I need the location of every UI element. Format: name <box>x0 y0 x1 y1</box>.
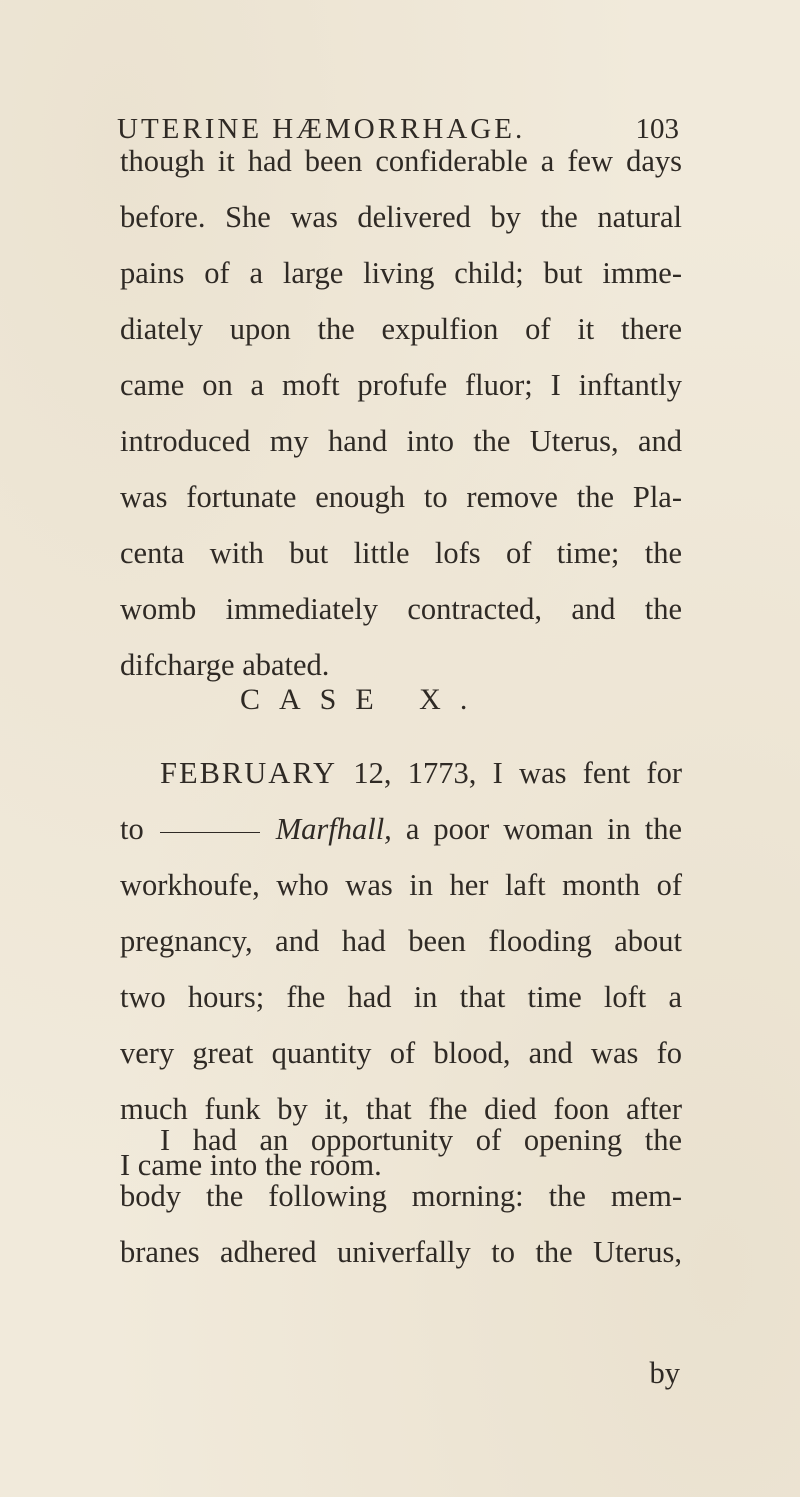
date-rest: 12, 1773, I was fent for <box>353 756 683 790</box>
text-line: pains of a large living child; but imme- <box>120 256 682 290</box>
catchword: by <box>649 1356 680 1390</box>
text-line: diately upon the expulfion of it there <box>120 312 682 346</box>
text-line: I had an opportunity of opening the <box>160 1123 682 1157</box>
text-line: pregnancy, and had been flooding about <box>120 924 682 958</box>
text-line: very great quantity of blood, and was fo <box>120 1036 682 1070</box>
text-line: much funk by it, that fhe died foon after <box>120 1092 682 1126</box>
line-rest: a poor woman in the <box>405 812 683 846</box>
text-line: body the following morning: the mem- <box>120 1179 682 1213</box>
text-line: though it had been confiderable a few days <box>120 144 682 178</box>
text-line: introduced my hand into the Uterus, and <box>120 424 682 458</box>
paragraph-1 <box>120 133 682 693</box>
text-line: difcharge abated. <box>120 648 330 682</box>
line-start: to <box>120 812 144 846</box>
text-line: workhoufe, who was in her laft month of <box>120 868 682 902</box>
text-line: centa with but little lofs of time; the <box>120 536 682 570</box>
case-heading: CASE X. <box>240 683 487 716</box>
text-line: came on a moft profufe fluor; I inftantly <box>120 368 682 402</box>
running-title: UTERINE HÆMORRHAGE. <box>117 113 526 145</box>
text-line: womb immediately contracted, and the <box>120 592 682 626</box>
text-line: branes adhered univerfally to the Uterus, <box>120 1235 682 1269</box>
page-number: 103 <box>635 113 679 145</box>
text-line: two hours; fhe had in that time loft a <box>120 980 682 1014</box>
text-line-first <box>120 745 682 801</box>
text-line: was fortunate enough to remove the Pla- <box>120 480 682 514</box>
text-line-second <box>120 801 682 857</box>
paragraph-3 <box>120 1112 682 1280</box>
person-name: Marfhall, <box>275 812 392 846</box>
text-line: before. She was delivered by the natural <box>120 200 682 234</box>
text-line: I came into the room. <box>120 1148 382 1182</box>
date-lead: FEBRUARY <box>160 756 338 790</box>
name-dash <box>160 832 260 833</box>
